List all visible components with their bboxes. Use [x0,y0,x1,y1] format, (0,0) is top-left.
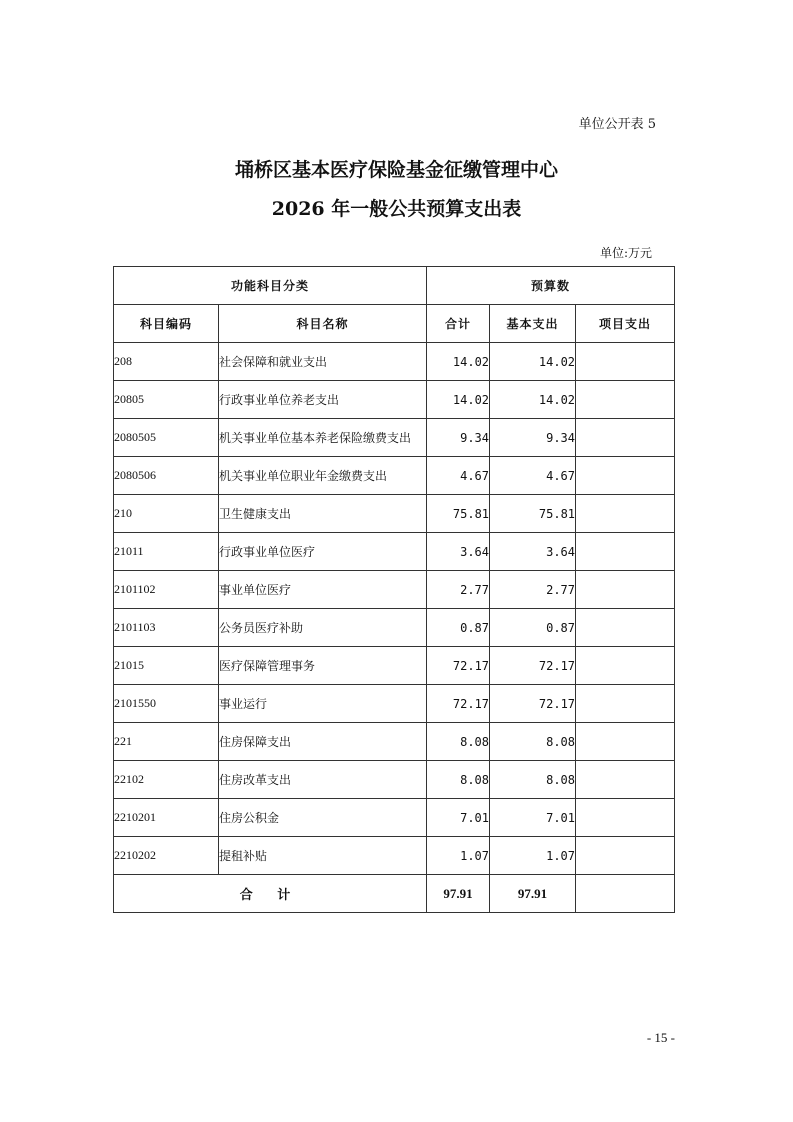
table-row [114,343,675,381]
total-project [576,875,675,913]
unit-label: 单位:万元 [599,246,652,260]
table-row [114,723,675,761]
row-name: 行政事业单位医疗 [219,533,427,571]
header-basic: 基本支出 [490,305,576,343]
table-row [114,647,675,685]
total-amount: 97.91 [427,875,490,913]
row-basic: 3.64 [490,533,576,571]
row-basic: 8.08 [490,761,576,799]
row-code: 2080505 [114,419,219,457]
row-total: 7.01 [427,799,490,837]
header-total: 合计 [427,305,490,343]
row-project [576,533,675,571]
row-basic: 14.02 [490,343,576,381]
row-project [576,685,675,723]
row-total: 72.17 [427,647,490,685]
row-project [576,761,675,799]
row-basic: 72.17 [490,647,576,685]
row-total: 4.67 [427,457,490,495]
row-project [576,799,675,837]
row-project [576,495,675,533]
row-name: 住房保障支出 [219,723,427,761]
table-row [114,761,675,799]
row-basic: 1.07 [490,837,576,875]
row-code: 22102 [114,761,219,799]
total-basic: 97.91 [490,875,576,913]
form-tag: 单位公开表 5 [578,117,656,132]
row-total: 3.64 [427,533,490,571]
row-project [576,419,675,457]
row-basic: 72.17 [490,685,576,723]
header-functional-category: 功能科目分类 [114,267,427,305]
page-number: - 15 - [646,1030,675,1045]
row-name: 事业运行 [219,685,427,723]
table-row [114,533,675,571]
row-name: 公务员医疗补助 [219,609,427,647]
row-project [576,381,675,419]
row-total: 75.81 [427,495,490,533]
row-total: 9.34 [427,419,490,457]
row-basic: 8.08 [490,723,576,761]
table-row [114,799,675,837]
document-title: 埇桥区基本医疗保险基金征缴管理中心 [234,159,558,181]
row-project [576,343,675,381]
row-name: 行政事业单位养老支出 [219,381,427,419]
row-code: 2210201 [114,799,219,837]
row-name: 机关事业单位基本养老保险缴费支出 [219,419,427,457]
row-code: 221 [114,723,219,761]
header-budget-amount: 预算数 [427,267,675,305]
row-code: 20805 [114,381,219,419]
table-row [114,609,675,647]
row-name: 社会保障和就业支出 [219,343,427,381]
header-name: 科目名称 [219,305,427,343]
table-body [114,343,675,875]
table-row [114,381,675,419]
table-row [114,837,675,875]
group-header-row [114,267,675,305]
header-code: 科目编码 [114,305,219,343]
total-label: 合 计 [114,875,427,913]
table-row [114,419,675,457]
row-code: 2101550 [114,685,219,723]
row-basic: 9.34 [490,419,576,457]
row-total: 8.08 [427,723,490,761]
row-code: 21015 [114,647,219,685]
row-code: 2101103 [114,609,219,647]
row-basic: 75.81 [490,495,576,533]
row-project [576,647,675,685]
total-row [114,875,675,913]
document-subtitle: 2026 年一般公共预算支出表 [271,198,522,220]
row-project [576,457,675,495]
row-project [576,571,675,609]
table-row [114,571,675,609]
row-code: 21011 [114,533,219,571]
row-basic: 2.77 [490,571,576,609]
row-code: 2080506 [114,457,219,495]
row-basic: 14.02 [490,381,576,419]
row-basic: 4.67 [490,457,576,495]
budget-table [113,266,675,913]
row-name: 医疗保障管理事务 [219,647,427,685]
row-code: 210 [114,495,219,533]
column-header-row [114,305,675,343]
row-name: 机关事业单位职业年金缴费支出 [219,457,427,495]
row-code: 208 [114,343,219,381]
table-row [114,685,675,723]
row-code: 2101102 [114,571,219,609]
row-name: 住房改革支出 [219,761,427,799]
row-total: 0.87 [427,609,490,647]
table-row [114,495,675,533]
row-name: 住房公积金 [219,799,427,837]
row-basic: 7.01 [490,799,576,837]
row-name: 卫生健康支出 [219,495,427,533]
header-project: 项目支出 [576,305,675,343]
row-code: 2210202 [114,837,219,875]
row-total: 8.08 [427,761,490,799]
row-project [576,837,675,875]
row-name: 提租补贴 [219,837,427,875]
row-basic: 0.87 [490,609,576,647]
row-total: 2.77 [427,571,490,609]
row-total: 72.17 [427,685,490,723]
row-project [576,609,675,647]
row-total: 1.07 [427,837,490,875]
row-total: 14.02 [427,381,490,419]
row-project [576,723,675,761]
row-total: 14.02 [427,343,490,381]
table-row [114,457,675,495]
row-name: 事业单位医疗 [219,571,427,609]
